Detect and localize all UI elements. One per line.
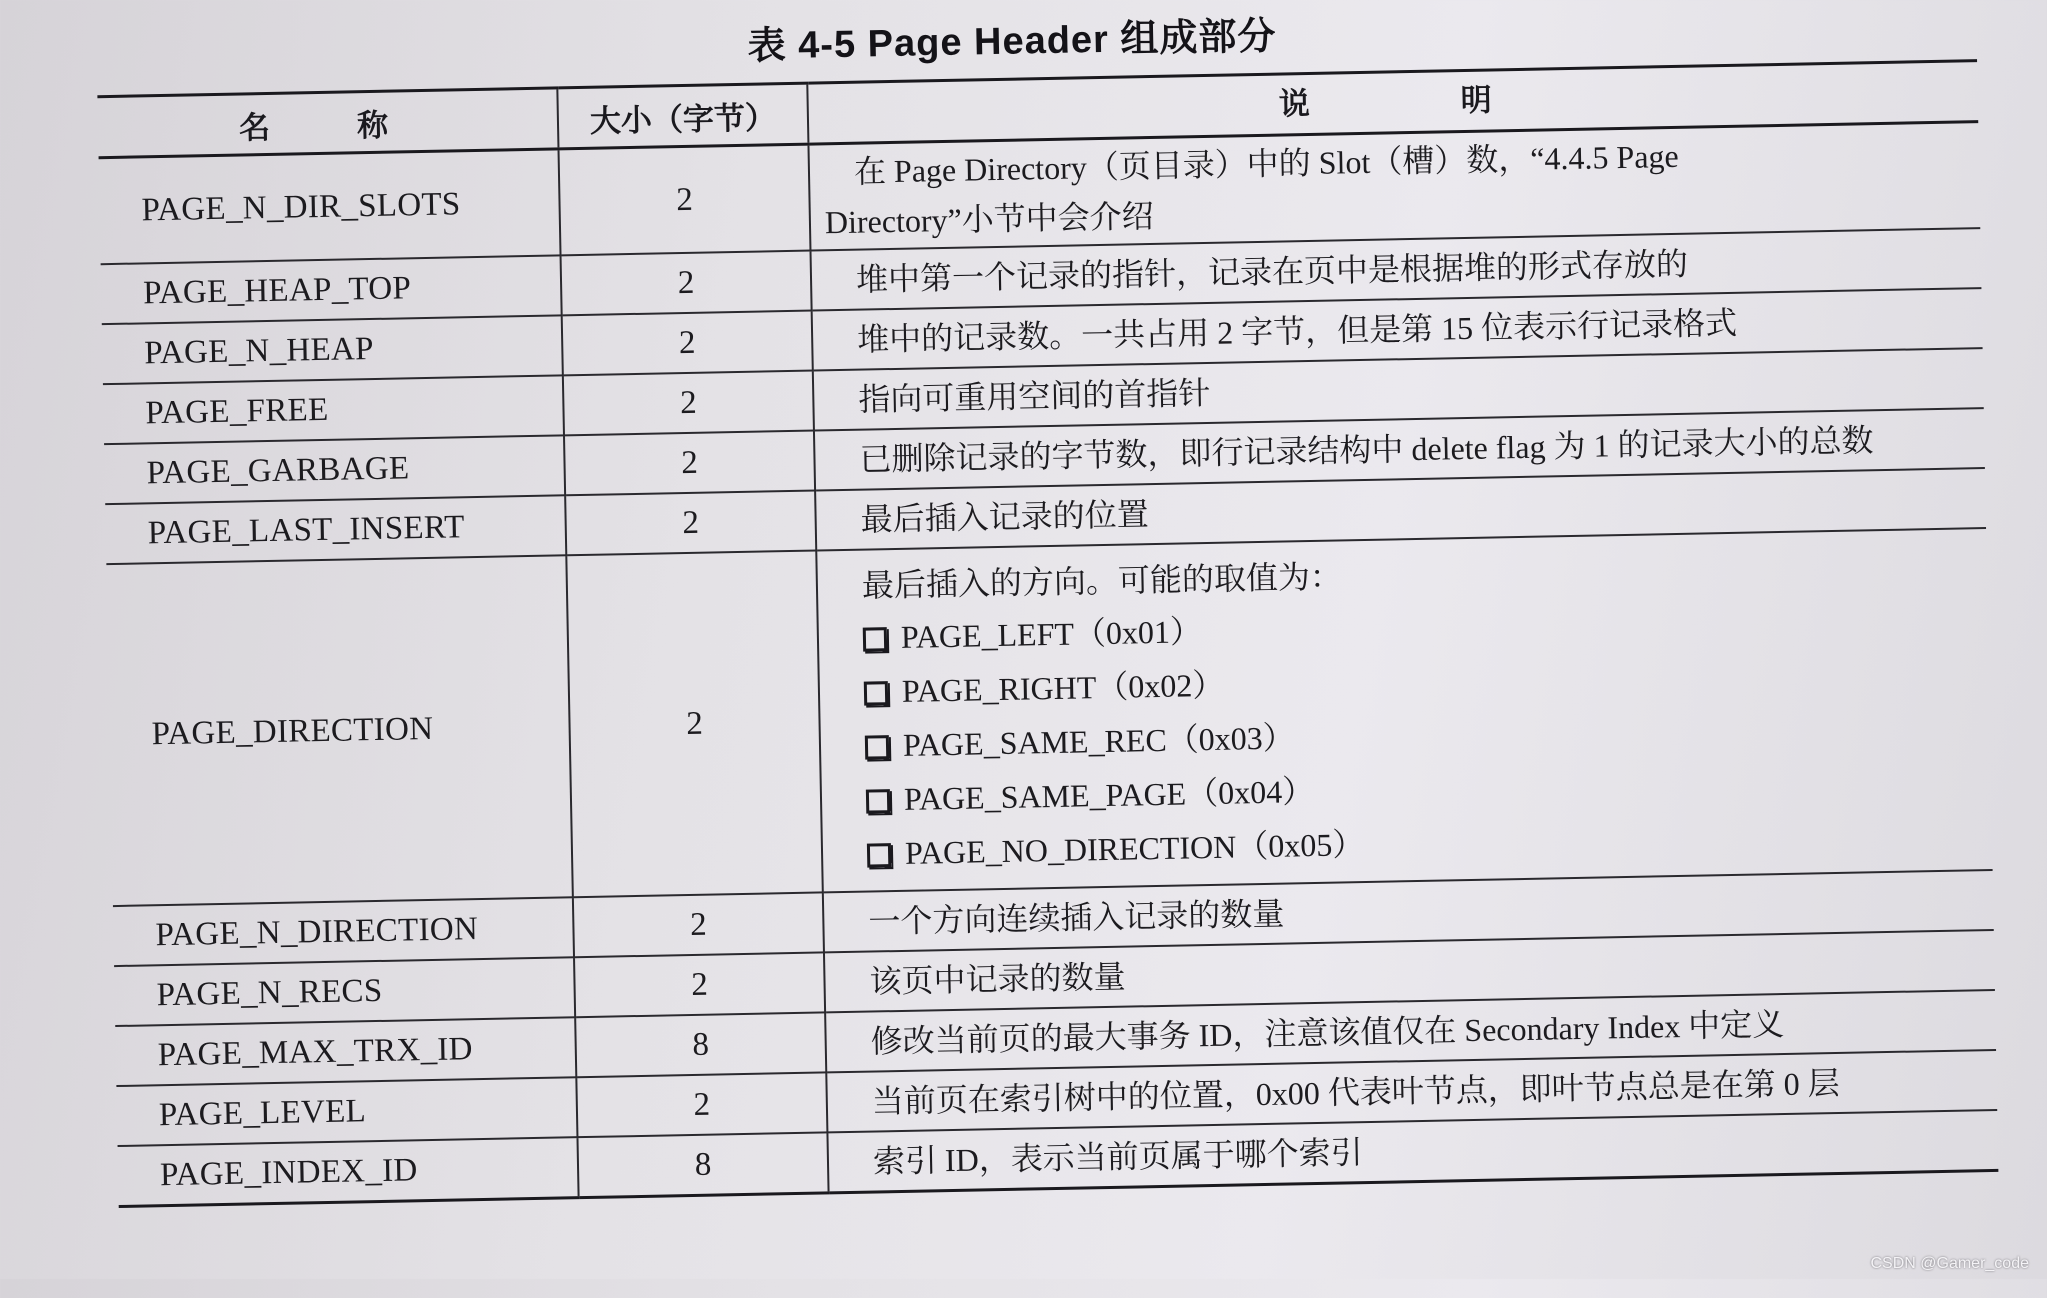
field-size: 2	[574, 952, 825, 1017]
field-name: PAGE_LAST_INSERT	[105, 495, 566, 564]
field-size: 2	[566, 551, 823, 898]
field-desc: 最后插入记录的位置	[815, 468, 1986, 550]
field-size: 2	[562, 311, 813, 376]
option-label: PAGE_SAME_PAGE（0x04）	[903, 773, 1315, 817]
field-desc: 修改当前页的最大事务 ID，注意该值仅在 Secondary Index 中定义	[825, 990, 1996, 1072]
table-caption: 表 4-5 Page Header 组成部分	[747, 15, 1277, 68]
checkbox-icon	[864, 681, 888, 705]
checkbox-icon	[863, 627, 887, 651]
field-desc	[816, 528, 1992, 892]
field-name: PAGE_LEVEL	[116, 1077, 577, 1146]
field-size: 2	[561, 251, 812, 316]
field-desc: 堆中第一个记录的指针，记录在页中是根据堆的形式存放的	[810, 228, 1981, 310]
table-row	[106, 528, 1992, 906]
option-label: PAGE_LEFT（0x01）	[900, 613, 1203, 655]
field-size: 2	[563, 371, 814, 436]
field-desc: 一个方向连续插入记录的数量	[823, 870, 1994, 952]
page-header-table	[97, 59, 1998, 1208]
option-label: PAGE_NO_DIRECTION（0x05）	[904, 826, 1365, 871]
option-label: PAGE_RIGHT（0x02）	[901, 666, 1225, 709]
field-desc: 索引 ID，表示当前页属于哪个索引	[827, 1110, 1998, 1193]
field-name: PAGE_MAX_TRX_ID	[115, 1017, 576, 1086]
field-desc: 指向可重用空间的首指针	[813, 348, 1984, 430]
desc-line: 在 Page Directory（页目录）中的 Slot（槽）数，“4.4.5 Page	[853, 137, 1679, 190]
field-size: 2	[564, 431, 815, 496]
field-desc: 当前页在索引树中的位置，0x00 代表叶节点，即叶节点总是在第 0 层	[826, 1050, 1997, 1132]
field-name: PAGE_N_DIR_SLOTS	[99, 149, 561, 264]
desc-line: Directory”小节中会介绍	[824, 197, 1155, 241]
checkbox-icon	[866, 789, 890, 813]
checkbox-icon	[865, 735, 889, 759]
desc-line: 最后插入的方向。可能的取值为：	[861, 558, 1343, 604]
field-name: PAGE_N_HEAP	[102, 315, 563, 384]
option-label: PAGE_SAME_REC（0x03）	[902, 719, 1296, 763]
field-size: 2	[576, 1072, 827, 1137]
field-name: PAGE_DIRECTION	[106, 555, 572, 906]
field-name: PAGE_INDEX_ID	[118, 1137, 579, 1206]
field-desc: 该页中记录的数量	[824, 930, 1995, 1012]
field-name: PAGE_GARBAGE	[104, 435, 565, 504]
header-desc: 说 明	[807, 61, 1978, 144]
field-name: PAGE_FREE	[103, 375, 564, 444]
field-name: PAGE_N_RECS	[114, 957, 575, 1026]
header-name: 名 称	[97, 88, 558, 158]
watermark: CSDN @Gamer_code	[1870, 1255, 2029, 1272]
field-size: 2	[558, 144, 810, 255]
field-size: 8	[577, 1132, 828, 1197]
field-name: PAGE_N_DIRECTION	[113, 897, 574, 966]
field-desc: 堆中的记录数。一共占用 2 字节，但是第 15 位表示行记录格式	[812, 288, 1983, 370]
field-size: 8	[575, 1012, 826, 1077]
field-desc: 已删除记录的字节数，即行记录结构中 delete flag 为 1 的记录大小的总数	[814, 408, 1985, 490]
header-size: 大小（字节）	[557, 83, 808, 149]
field-size: 2	[565, 491, 816, 556]
checkbox-icon	[867, 843, 891, 867]
field-name: PAGE_HEAP_TOP	[101, 255, 562, 324]
field-size: 2	[573, 892, 824, 957]
